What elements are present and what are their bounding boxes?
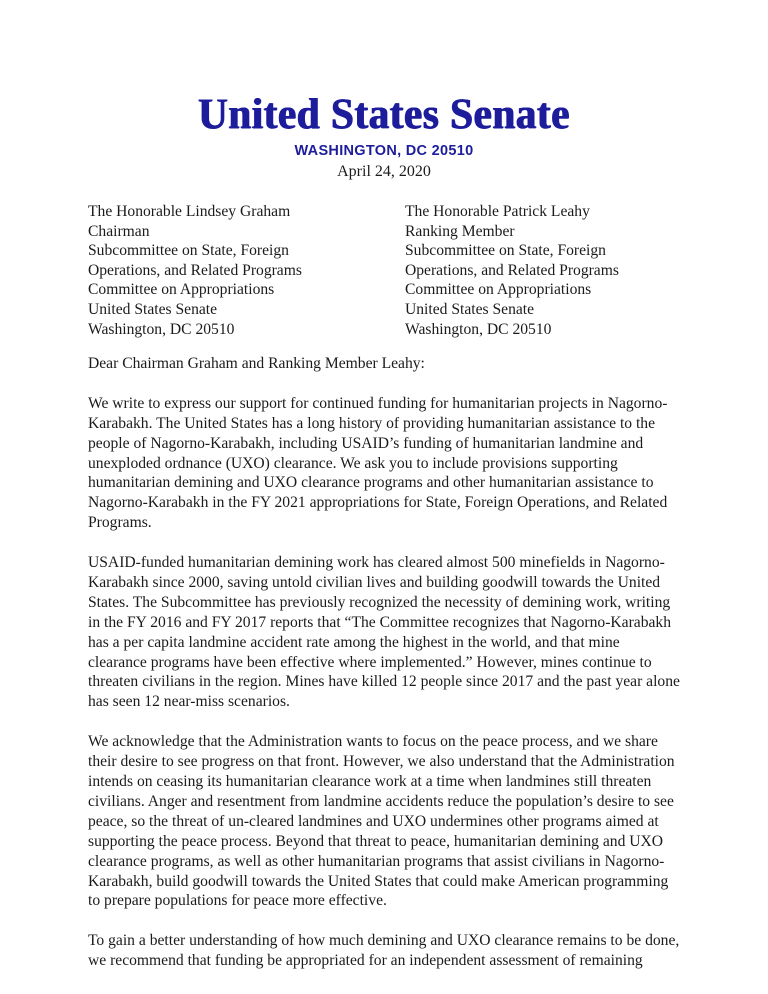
addressee-committee: Committee on Appropriations [405,281,592,299]
letterhead [0,92,768,182]
addressee-name: The Honorable Lindsey Graham [88,203,291,220]
addressee-subcommittee-line-2: Operations, and Related Programs [405,261,619,279]
body-paragraph-1: We write to express our support for continued funding for humanitarian projects in Nagorno-Karabakh. The United States has a long history of providing humanitarian assistance to the people of Nagorno-Karabakh, including USAID’s funding of humanitarian landmine and unexploded ordnance (UXO) clearance. We ask you to include provisions supporting humanitarian demining and UXO clearance programs and other humanitarian assistance to Nagorno-Karabakh in the FY 2021 appropriations for State, Foreign Operations, and Related Programs. [88,394,668,532]
addressee-chamber: United States Senate [88,300,218,318]
addressee-committee: Committee on Appropriations [88,281,275,299]
addressee-column-chairman [88,202,405,339]
addressee-city-state-zip: Washington, DC 20510 [405,320,552,338]
addressee-chamber: United States Senate [405,300,535,318]
letter-body [88,354,682,971]
addressee-role: Ranking Member [405,222,515,240]
senate-letterhead-city: WASHINGTON, DC 20510 [294,143,474,159]
addressee-subcommittee-line-2: Operations, and Related Programs [88,261,302,279]
addressee-subcommittee-line-1: Subcommittee on State, Foreign [88,242,289,260]
body-paragraph-4: To gain a better understanding of how much demining and UXO clearance remains to be done, we recommend that funding be appropriated for an independent assessment of remaining [88,932,680,970]
addressee-subcommittee-line-1: Subcommittee on State, Foreign [405,242,606,260]
body-paragraph-2: USAID-funded humanitarian demining work has cleared almost 500 minefields in Nagorno-Karabakh since 2000, saving untold civilian lives and building goodwill towards the United States. The Subcommittee has previously recognized the necessity of demining work, writing in the FY 2016 and FY 2017 reports that “The Committee recognizes that Nagorno-Karabakh has a per capita landmine accident rate among the highest in the world, and that mine clearance programs have been effective where implemented.” However, mines continue to threaten civilians in the region. Mines have killed 12 people since 2017 and the past year alone has seen 12 near-miss scenarios. [88,554,680,711]
addressee-city-state-zip: Washington, DC 20510 [88,320,235,338]
body-paragraph-3: We acknowledge that the Administration wants to focus on the peace process, and we share their desire to see progress on that front. However, we also understand that the Administration intends on ceasing its humanitarian clearance work at a time when landmines still threaten civilians. Anger and resentment from landmine accidents reduce the population’s desire to see peace, so the threat of un-cleared landmines and UXO undermines other programs aimed at supporting the peace process. Beyond that threat to peace, humanitarian demining and UXO clearance programs, as well as other humanitarian programs that assist civilians in Nagorno-Karabakh, build goodwill towards the United States that could make American programming to prepare populations for peace more effective. [88,733,675,910]
addressee-column-ranking-member [405,202,688,339]
addressee-block [88,202,688,339]
addressee-role: Chairman [88,222,150,240]
letter-date: April 24, 2020 [337,163,431,180]
salutation: Dear Chairman Graham and Ranking Member Leahy: [88,355,425,372]
senate-letterhead-title: United States Senate [198,91,570,138]
addressee-name: The Honorable Patrick Leahy [405,203,590,220]
